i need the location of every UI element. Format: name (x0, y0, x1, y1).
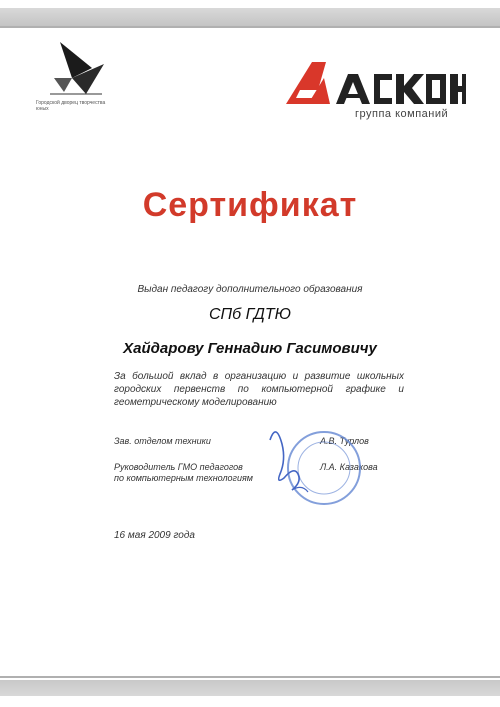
top-border-band (0, 8, 500, 26)
second-signatory-role-line1: Руководитель ГМО педагогов (114, 462, 243, 472)
award-reason: За большой вклад в организацию и развитие школьных городских первенств по компьютерной графике и геометрическому моделированию (114, 371, 404, 408)
first-signatory-role: Зав. отделом техники (114, 436, 211, 446)
second-signatory-name: Л.А. Казакова (320, 462, 378, 472)
ascon-subtitle: группа компаний (355, 108, 449, 120)
second-signatory-role-line2: по компьютерным технологиям (114, 473, 253, 483)
first-signatory-name: А.В. Турлов (320, 436, 369, 446)
second-signatory-role (114, 462, 253, 484)
certificate-title: Сертификат (142, 186, 358, 224)
recipient-name: Хайдарову Геннадию Гасимовичу (123, 340, 377, 357)
stamp-and-signature-icon (262, 420, 372, 510)
bottom-border-band (0, 680, 500, 696)
bottom-border-line (0, 676, 500, 678)
issued-to-line: Выдан педагогу дополнительного образования (137, 284, 363, 295)
ascon-logo-icon (286, 60, 466, 108)
top-border-line (0, 26, 500, 28)
organization-name: СПб ГДТЮ (209, 306, 291, 323)
issue-date: 16 мая 2009 года (114, 530, 195, 541)
gdtu-logo-caption: Городской дворец творчества юных (36, 100, 106, 112)
